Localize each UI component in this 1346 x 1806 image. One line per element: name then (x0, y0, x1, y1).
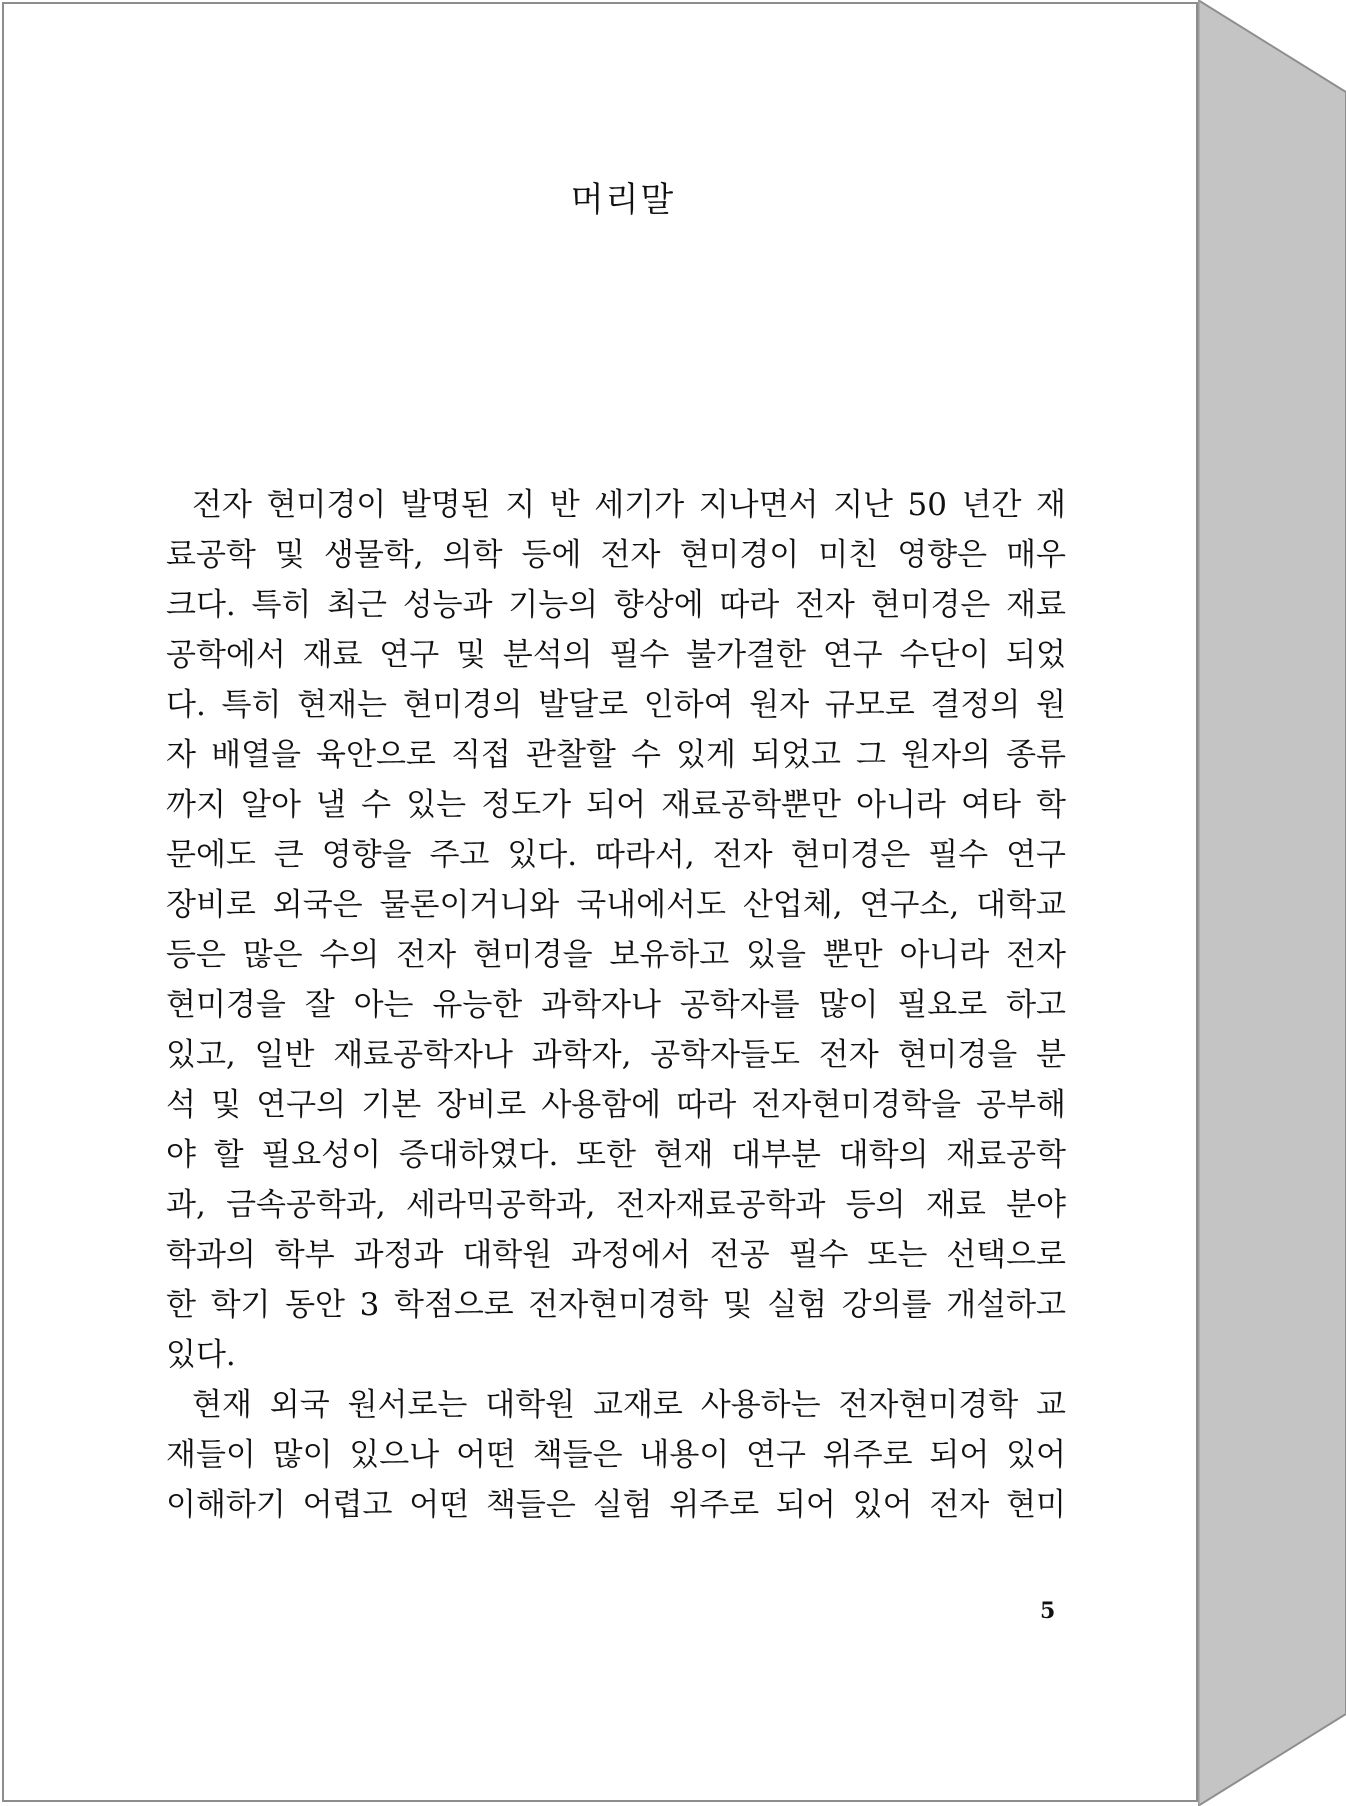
text-line: 전자 현미경이 발명된 지 반 세기가 지나면서 지난 50 년간 재 (192, 487, 1066, 523)
text-line: 학과의 학부 과정과 대학원 과정에서 전공 필수 또는 선택으로 (166, 1237, 1066, 1273)
text-line: 현미경을 잘 아는 유능한 과학자나 공학자를 많이 필요로 하고 (166, 987, 1066, 1023)
text-line: 장비로 외국은 물론이거니와 국내에서도 산업체, 연구소, 대학교 (166, 887, 1066, 923)
text-line: 문에도 큰 영향을 주고 있다. 따라서, 전자 현미경은 필수 연구 (166, 837, 1066, 873)
page-title: 머리말 (570, 180, 676, 220)
text-line: 석 및 연구의 기본 장비로 사용함에 따라 전자현미경학을 공부해 (166, 1087, 1066, 1123)
text-line: 다. 특히 현재는 현미경의 발달로 인하여 원자 규모로 결정의 원 (166, 687, 1066, 723)
book-page (2, 2, 1198, 1802)
text-line: 자 배열을 육안으로 직접 관찰할 수 있게 되었고 그 원자의 종류 (166, 737, 1066, 773)
text-line: 료공학 및 생물학, 의학 등에 전자 현미경이 미친 영향은 매우 (166, 537, 1066, 573)
text-line: 있고, 일반 재료공학자나 과학자, 공학자들도 전자 현미경을 분 (166, 1037, 1066, 1073)
text-line: 한 학기 동안 3 학점으로 전자현미경학 및 실험 강의를 개설하고 (166, 1287, 1066, 1323)
text-line: 등은 많은 수의 전자 현미경을 보유하고 있을 뿐만 아니라 전자 (166, 937, 1066, 973)
text-line: 재들이 많이 있으나 어떤 책들은 내용이 연구 위주로 되어 있어 (166, 1437, 1066, 1473)
text-line: 있다. (166, 1337, 236, 1373)
preface-body (166, 480, 1066, 1530)
text-line: 까지 알아 낼 수 있는 정도가 되어 재료공학뿐만 아니라 여타 학 (166, 787, 1066, 823)
text-line: 현재 외국 원서로는 대학원 교재로 사용하는 전자현미경학 교 (192, 1387, 1066, 1423)
text-line: 과, 금속공학과, 세라믹공학과, 전자재료공학과 등의 재료 분야 (166, 1187, 1066, 1223)
text-line: 크다. 특히 최근 성능과 기능의 향상에 따라 전자 현미경은 재료 (166, 587, 1066, 623)
text-line: 이해하기 어렵고 어떤 책들은 실험 위주로 되어 있어 전자 현미 (166, 1487, 1066, 1523)
text-line: 공학에서 재료 연구 및 분석의 필수 불가결한 연구 수단이 되었 (166, 637, 1066, 673)
page-stack-edge (1198, 0, 1346, 1806)
page-stack-side (1198, 0, 1346, 1806)
page-number: 5 (1040, 1598, 1056, 1624)
text-line: 야 할 필요성이 증대하였다. 또한 현재 대부분 대학의 재료공학 (166, 1137, 1066, 1173)
